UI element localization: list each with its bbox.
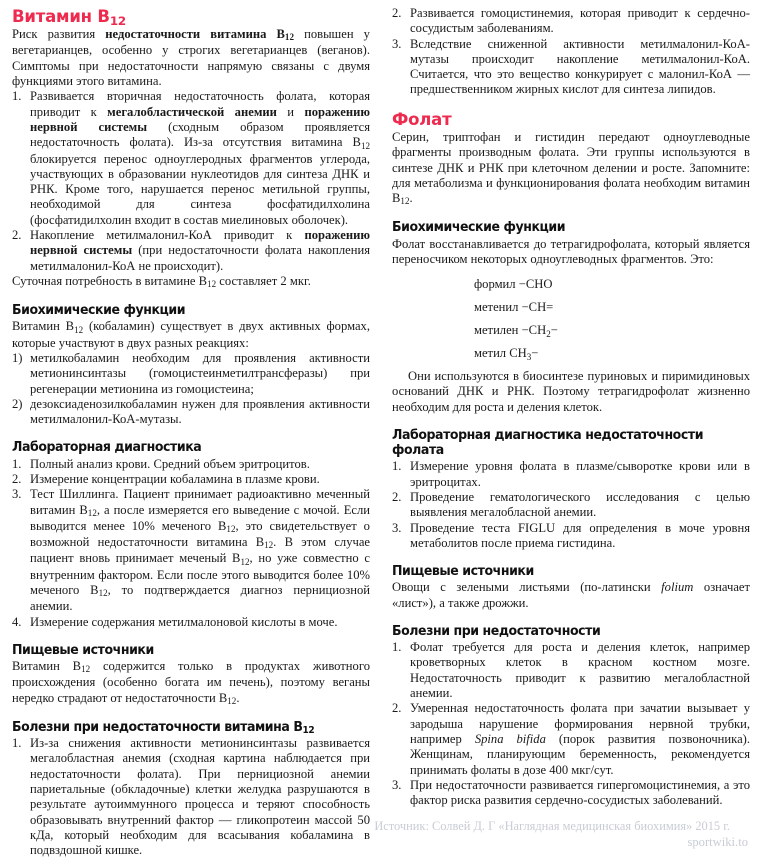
formula-name: формил xyxy=(474,277,516,292)
intro-bold-term: недостаточности витамина $B_{12}$ xyxy=(105,27,294,43)
bold-term: поражению нервной системы xyxy=(30,104,370,134)
page-title xyxy=(12,7,370,29)
list-item: 2) дезоксиаденозилкобаламин нужен для проявления активности метилмалонил-КоА-мутазы. xyxy=(12,396,370,427)
list-marker: 4. xyxy=(12,614,22,629)
list-item: 1. Полный анализ крови. Средний объем эритроцитов. xyxy=(12,456,310,471)
list-marker: 1. xyxy=(392,459,402,474)
list-item: 2. Измерение концентрации кобаламина в плазме крови. xyxy=(12,471,320,486)
page-title-text: Витамин B xyxy=(12,7,110,26)
list-item: 1. Измерение уровня фолата в плазме/сыворотке крови или в эритроцитах. xyxy=(392,459,750,489)
food-sources-text: Витамин $B_{12}$ содержится только в продуктах животного происхождения (особенно богата им печень), поэтому веганы нередко страдают от недостаточности $B_{12}$. xyxy=(12,659,370,706)
bold-term: поражению нервной системы xyxy=(30,228,370,258)
section-heading-folate-biochemical-functions: Биохимические функции xyxy=(392,220,566,236)
formula-value: −CH xyxy=(521,323,547,338)
list-marker: 2. xyxy=(12,471,22,486)
footer-source: Источник: Солвей Д. Г «Наглядная медицинская биохимия» 2015 г. xyxy=(374,819,730,833)
formula-note: Они используются в биосинтезе пуриновых и пиримидиновых оснований ДНК и РНК. Поэтому тетрагидрофолат жизненно необходим для роста и деления клеток. xyxy=(392,369,750,414)
section-heading-folate-lab-diagnostics: Лабораторная диагностика недостаточности фолата xyxy=(392,428,704,459)
bold-term: мегалобластической анемии xyxy=(107,104,277,119)
folate-lab-list xyxy=(392,459,750,551)
list-item: 3. При недостаточности развивается гипергомоцистинемия, а это фактор риска развития сердечно-сосудистых заболеваний. xyxy=(392,777,750,808)
list-item: 1. Развивается вторичная недостаточность фолата, которая приводит к мегалобластической анемии и поражению нервной системы (сходным образом проявляется недостаточность фолата). Из-за отсутствия витамина $B_{12}$ блокируется перенос одноуглеродных фрагментов углерода, участвующих в образовании нуклеотидов для синтеза ДНК и РНК. Кроме того, нарушается перенос метильной группы, необходимой для синтеза фосфатидилхолина (фосфатидилхолин входит в состав миелиновых оболочек). xyxy=(12,89,370,227)
formula-row xyxy=(474,296,750,319)
list-marker: 2. xyxy=(392,701,402,716)
list-marker: 3. xyxy=(392,520,402,535)
list-item: 3. Проведение теста FIGLU для определения в моче уровня метаболитов после приема гистидина. xyxy=(392,520,750,550)
latin-term: Spina bifida xyxy=(474,731,546,746)
formula-value: −CHO xyxy=(518,277,553,292)
folate-food-text: Овощи с зелеными листьями (по-латински folium означает «лист»), а также дрожжи. xyxy=(392,580,751,610)
section-heading-diseases: Болезни при недостаточности витамина $B_{12}$ xyxy=(12,719,315,737)
intro-paragraph: Риск развития недостаточности витамина $B_{12}$ повышен у вегетарианцев, особенно у строгих вегетарианцев (веганов). Симптомы при недостаточности напрямую связаны с двумя функциями этого витамина. xyxy=(12,27,370,89)
page-title-subscript: 12 xyxy=(109,14,126,29)
list-item: 1. Фолат требуется для роста и деления клеток, например кроветворных клеток в красном костном мозге. Недостаточность приводит к развитию мегалобластной анемии. xyxy=(392,640,750,701)
formula-name: метил xyxy=(474,346,507,361)
right-column xyxy=(392,6,750,808)
list-item: 4. Измерение содержания метилмалоновой кислоты в моче. xyxy=(12,614,338,629)
list-item: 1. Из-за снижения активности метионинсинтазы развивается мегалобластная анемия (сходная картина наблюдается при недостаточности фолата). При пернициозной анемии париетальные (обкладочные) клетки желудка разрушаются в результате аутоиммунного процесса и теряют способность образовывать внутренний фактор — гликопротеин массой 50 кДа, который необходим для всасывания кобаламина в подвздошной кишке. xyxy=(12,736,370,858)
list-marker: 3. xyxy=(12,487,22,502)
list-item: 2. Умеренная недостаточность фолата при зачатии вызывает у зародыша нарушение формирования нервной трубки, например Spina bifida (порок развития позвоночника). Женщинам, планирующим беременность, рекомендуется принимать фолаты в дозе 400 мкг/сут. xyxy=(392,701,750,777)
formula-list xyxy=(392,273,750,365)
list-item: 3. Тест Шиллинга. Пациент принимает радиоактивно меченный витамин $B_{12}$, а после измеряется его выведение с мочой. Если выводится менее 10% меченого $B_{12}$, это свидетельствует о возможной недостаточности витамина $B_{12}$. В этом случае пациент вновь принимает меченый $B_{12}$, но уже совместно с внутренним фактором. Если после этого выводится более 10% меченого $B_{12}$, то подтверждается диагноз пернициозной анемии. xyxy=(12,487,371,614)
biochem-intro: Витамин $B_{12}$ (кобаламин) существует в двух активных формах, которые участвуют в двух разных реакциях: xyxy=(12,319,370,350)
section-heading-food-sources: Пищевые источники xyxy=(12,642,154,658)
intro-numbered-list xyxy=(12,89,370,274)
formula-name: метенил xyxy=(474,300,519,315)
biochem-list xyxy=(12,351,370,427)
folate-disease-list xyxy=(392,640,750,808)
list-item: 2. Проведение гематологического исследования с целью выявления мегалобласной анемии. xyxy=(392,490,750,520)
list-marker: 2. xyxy=(392,6,402,20)
list-marker: 1. xyxy=(12,456,22,471)
footer-site: sportwiki.to xyxy=(687,835,748,849)
list-marker: 1. xyxy=(12,89,22,104)
latin-term: folium xyxy=(661,580,694,595)
list-marker: 1) xyxy=(12,350,23,365)
list-marker: 3. xyxy=(392,36,402,51)
section-heading-lab-diagnostics: Лабораторная диагностика xyxy=(12,440,202,456)
list-item: 2. Развивается гомоцистинемия, которая приводит к сердечно-сосудистым заболеваниям. xyxy=(392,6,750,36)
formula-name: метилен xyxy=(474,323,519,338)
left-column xyxy=(12,6,370,858)
list-marker: 2. xyxy=(12,228,22,242)
daily-requirement: Суточная потребность в витамине $B_{12}$ составляет 2 мкг. xyxy=(12,273,311,290)
lab-diagnostics-list xyxy=(12,457,370,630)
section-heading-biochemical-functions: Биохимические функции xyxy=(12,303,186,319)
folate-intro: Серин, триптофан и гистидин передают одноуглеводные фрагменты производным фолата. Эти группы используются в синтезе ДНК и РНК при клеточном делении и росте. Запомните: для метаболизма и функционирования фолата необходим витамин $B_{12}$. xyxy=(392,129,750,207)
formula-row xyxy=(474,273,750,296)
page-footer xyxy=(0,818,752,850)
list-marker: 1. xyxy=(392,640,402,655)
section-title-folate: Фолат xyxy=(392,109,452,129)
formula-value: CH xyxy=(509,346,527,361)
section-heading-folate-food-sources: Пищевые источники xyxy=(392,564,534,580)
list-item: 2. Накопление метилмалонил-КоА приводит к поражению нервной системы (при недостаточности фолата накопления метилмалонил-КоА не происходит). xyxy=(12,228,370,273)
continued-disease-list xyxy=(392,6,750,98)
formula-row: метилен $-CH_2-$ xyxy=(474,323,558,339)
folate-biochem-intro: Фолат восстанавливается до тетрагидрофолата, который является переносчиком некоторых одноуглеводных фрагментов. Это: xyxy=(392,236,750,266)
formula-row: метил $CH_3-$ xyxy=(474,346,539,362)
two-column-layout xyxy=(12,6,752,858)
list-marker: 3. xyxy=(392,777,402,792)
list-marker: 1. xyxy=(12,736,22,751)
list-marker: 2. xyxy=(392,490,402,504)
formula-value: −CH= xyxy=(521,300,554,315)
list-item: 1) метилкобаламин необходим для проявления активности метионинсинтазы (гомоцистеинметилтрансферазы) при регенерации метионина из гомоцистеина; xyxy=(12,350,370,396)
section-heading-folate-diseases: Болезни при недостаточности xyxy=(392,623,601,639)
list-item: 3. Вследствие сниженной активности метилмалонил-КоА-мутазы происходит накопление метилмалонил-КоА. Считается, что это вещество конкурирует с малонил-КоА — предшественником жирных кислот для синтеза липидов. xyxy=(392,36,750,97)
list-marker: 2) xyxy=(12,396,23,411)
